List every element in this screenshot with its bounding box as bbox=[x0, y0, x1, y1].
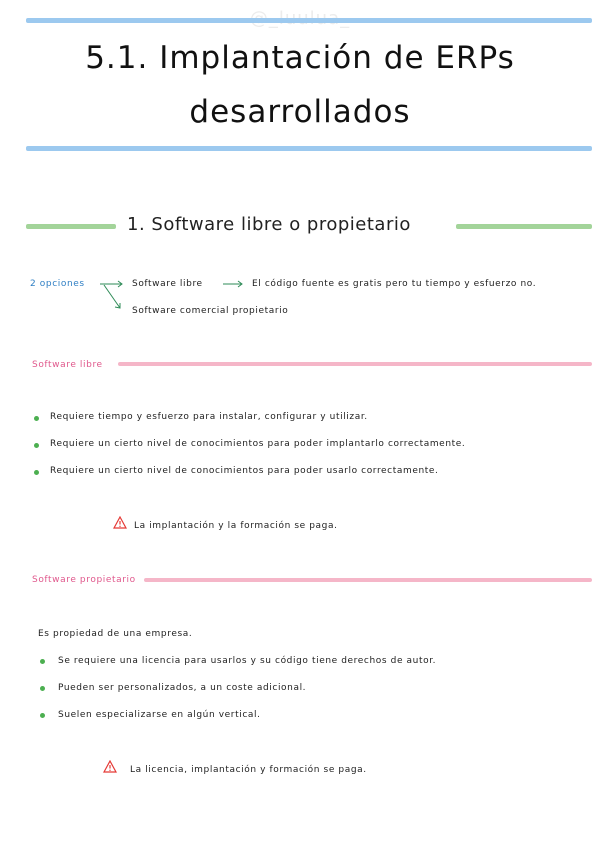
libre-heading: Software libre bbox=[32, 360, 103, 370]
page-title-line1: 5.1. Implantación de ERPs bbox=[85, 40, 515, 76]
propietario-warning: La licencia, implantación y formación se paga. bbox=[130, 765, 367, 775]
bullet-dot bbox=[40, 686, 45, 691]
option-propietario: Software comercial propietario bbox=[132, 306, 289, 316]
branch-arrows-icon bbox=[98, 276, 128, 316]
propietario-bullet-2: Pueden ser personalizados, a un coste adicional. bbox=[58, 683, 307, 693]
bullet-dot bbox=[40, 713, 45, 718]
option-libre: Software libre bbox=[132, 279, 203, 289]
section-heading: 1. Software libre o propietario bbox=[127, 214, 411, 235]
libre-rule bbox=[118, 362, 592, 366]
options-label: 2 opciones bbox=[30, 279, 85, 289]
option-libre-detail: El código fuente es gratis pero tu tiempo y esfuerzo no. bbox=[252, 279, 537, 289]
bullet-dot bbox=[40, 659, 45, 664]
warning-icon bbox=[113, 516, 127, 529]
libre-bullet-2: Requiere un cierto nivel de conocimientos para poder implantarlo correctamente. bbox=[50, 439, 466, 449]
libre-bullet-1: Requiere tiempo y esfuerzo para instalar, configurar y utilizar. bbox=[50, 412, 368, 422]
bullet-dot bbox=[34, 470, 39, 475]
top-divider bbox=[26, 18, 592, 23]
section-rule-right bbox=[456, 224, 592, 229]
bottom-divider bbox=[26, 146, 592, 151]
warning-icon bbox=[103, 760, 117, 773]
propietario-heading: Software propietario bbox=[32, 575, 136, 585]
bullet-dot bbox=[34, 416, 39, 421]
libre-warning: La implantación y la formación se paga. bbox=[134, 521, 338, 531]
libre-bullet-3: Requiere un cierto nivel de conocimientos para poder usarlo correctamente. bbox=[50, 466, 439, 476]
propietario-intro: Es propiedad de una empresa. bbox=[38, 629, 193, 639]
propietario-bullet-3: Suelen especializarse en algún vertical. bbox=[58, 710, 261, 720]
arrow-right-icon bbox=[222, 279, 244, 289]
section-rule-left bbox=[26, 224, 116, 229]
bullet-dot bbox=[34, 443, 39, 448]
propietario-bullet-1: Se requiere una licencia para usarlos y su código tiene derechos de autor. bbox=[58, 656, 437, 666]
page-title-line2: desarrollados bbox=[189, 94, 411, 130]
propietario-rule bbox=[144, 578, 592, 582]
